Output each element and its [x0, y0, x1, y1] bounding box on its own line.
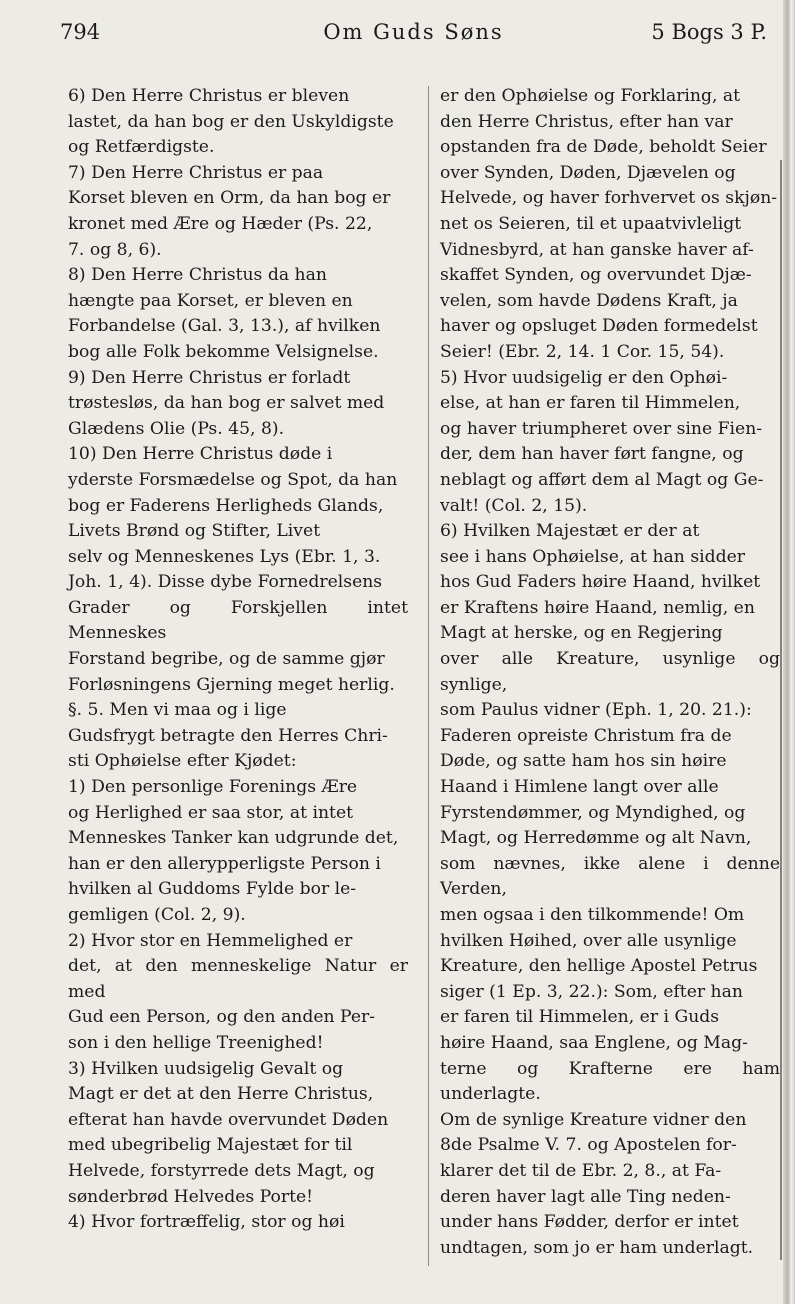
text-line: son i den hellige Treenighed!: [68, 1032, 324, 1053]
text-line: 7) Den Herre Christus er paa: [68, 162, 324, 183]
text-line: §. 5. Men vi maa og i lige: [68, 700, 287, 721]
text-line: trøstesløs, da han bog er salvet med: [68, 393, 385, 414]
text-line: bog alle Folk bekomme Velsignelse.: [68, 341, 379, 362]
text-line: opstanden fra de Døde, beholdt Seier: [440, 137, 767, 158]
text-line: 7. og 8, 6).: [68, 239, 162, 260]
text-line: og Retfærdigste.: [68, 137, 215, 158]
text-line: som nævnes, ikke alene i denne Verden,: [440, 853, 780, 900]
text-line: deren haver lagt alle Ting neden-: [440, 1186, 731, 1207]
text-line: sønderbrød Helvedes Porte!: [68, 1186, 314, 1207]
text-line: der, dem han haver ført fangne, og: [440, 444, 744, 465]
text-line: Gud een Person, og den anden Per-: [68, 1007, 376, 1028]
text-line: neblagt og afført dem al Magt og Ge-: [440, 469, 764, 490]
text-line: under hans Fødder, derfor er intet: [440, 1212, 739, 1233]
text-line: Livets Brønd og Stifter, Livet: [68, 521, 321, 542]
text-line: over Synden, Døden, Djævelen og: [440, 162, 736, 183]
text-line: 4) Hvor fortræffelig, stor og høi: [68, 1212, 345, 1233]
text-line: Menneskes Tanker kan udgrunde det,: [68, 828, 399, 849]
text-line: 3) Hvilken uudsigelig Gevalt og: [68, 1058, 344, 1079]
text-line: Faderen opreiste Christum fra de: [440, 725, 732, 746]
page-number: 794: [60, 20, 101, 44]
text-line: Om de synlige Kreature vidner den: [440, 1109, 747, 1130]
text-line: sti Ophøielse efter Kjødet:: [68, 751, 297, 772]
text-line: bog er Faderens Herligheds Glands,: [68, 495, 384, 516]
text-line: 10) Den Herre Christus døde i: [68, 444, 333, 465]
text-line: Forstand begribe, og de samme gjør: [68, 649, 385, 670]
text-line: 6) Hvilken Majestæt er der at: [440, 521, 700, 542]
text-line: er Kraftens høire Haand, nemlig, en: [440, 597, 755, 618]
text-line: hængte paa Korset, er bleven en: [68, 290, 353, 311]
text-line: else, at han er faren til Himmelen,: [440, 393, 741, 414]
text-line: siger (1 Ep. 3, 22.): Som, efter han: [440, 981, 743, 1002]
text-line: og haver triumpheret over sine Fien-: [440, 418, 763, 439]
chapter-signature: 5 Bogs 3 P.: [651, 20, 767, 44]
text-line: gemligen (Col. 2, 9).: [68, 905, 246, 925]
text-line: haver og opsluget Døden formedelst: [440, 316, 758, 337]
text-line: valt! (Col. 2, 15).: [440, 495, 588, 516]
text-line: hvilken Høihed, over alle usynlige: [440, 930, 737, 951]
text-line: 5) Hvor uudsigelig er den Ophøi-: [440, 367, 728, 388]
text-line: Forbandelse (Gal. 3, 13.), af hvilken: [68, 316, 381, 337]
page-edge-shadow: [780, 160, 782, 1260]
text-line: er den Ophøielse og Forklaring, at: [440, 86, 741, 106]
text-line: yderste Forsmædelse og Spot, da han: [68, 469, 398, 490]
text-line: selv og Menneskenes Lys (Ebr. 1, 3.: [68, 546, 381, 567]
text-line: see i hans Ophøielse, at han sidder: [440, 546, 746, 567]
text-line: 6) Den Herre Christus er bleven: [68, 86, 350, 106]
text-line: Forløsningens Gjerning meget herlig.: [68, 674, 395, 695]
running-title: Om Guds Søns: [323, 20, 504, 44]
text-line: Korset bleven en Orm, da han bog er: [68, 188, 391, 209]
text-line: velen, som havde Dødens Kraft, ja: [440, 290, 738, 311]
text-line: Magt, og Herredømme og alt Navn,: [440, 828, 752, 849]
text-line: Grader og Forskjellen intet Menneskes: [68, 597, 408, 644]
text-line: klarer det til de Ebr. 2, 8., at Fa-: [440, 1160, 722, 1181]
book-spine-edge: [783, 0, 795, 1304]
text-line: og Herlighed er saa stor, at intet: [68, 802, 354, 823]
text-line: lastet, da han bog er den Uskyldigste: [68, 111, 394, 132]
text-line: Glædens Olie (Ps. 45, 8).: [68, 418, 285, 439]
text-line: men ogsaa i den tilkommende! Om: [440, 905, 745, 925]
text-line: undtagen, som jo er ham underlagt.: [440, 1237, 754, 1258]
text-line: Helvede, og haver forhvervet os skjøn-: [440, 188, 778, 209]
text-line: 2) Hvor stor en Hemmelighed er: [68, 930, 353, 951]
text-line: 8) Den Herre Christus da han: [68, 265, 327, 286]
text-line: efterat han havde overvundet Døden: [68, 1109, 389, 1130]
text-line: net os Seieren, til et upaatvivleligt: [440, 213, 742, 234]
text-line: det, at den menneskelige Natur er med: [68, 956, 408, 1002]
text-line: med ubegribelig Majestæt for til: [68, 1135, 353, 1156]
text-line: Magt er det at den Herre Christus,: [68, 1084, 374, 1105]
page-header: [60, 20, 767, 60]
text-line: som Paulus vidner (Eph. 1, 20. 21.):: [440, 700, 752, 721]
left-column: [68, 84, 408, 1236]
text-line: hvilken al Guddoms Fylde bor le-: [68, 879, 357, 900]
text-line: Døde, og satte ham hos sin høire: [440, 751, 727, 772]
text-line: over alle Kreature, usynlige og synlige,: [440, 649, 780, 695]
text-line: hos Gud Faders høire Haand, hvilket: [440, 572, 761, 593]
text-line: den Herre Christus, efter han var: [440, 111, 733, 132]
column-divider: [428, 86, 429, 1266]
text-line: Helvede, forstyrrede dets Magt, og: [68, 1160, 375, 1181]
text-line: Vidnesbyrd, at han ganske haver af-: [440, 239, 754, 260]
text-line: Haand i Himlene langt over alle: [440, 777, 719, 798]
text-line: 9) Den Herre Christus er forladt: [68, 367, 351, 388]
text-line: 8de Psalme V. 7. og Apostelen for-: [440, 1135, 737, 1156]
text-line: Fyrstendømmer, og Myndighed, og: [440, 802, 746, 823]
text-line: kronet med Ære og Hæder (Ps. 22,: [68, 213, 373, 234]
right-column: [440, 84, 780, 1261]
text-line: 1) Den personlige Forenings Ære: [68, 777, 358, 798]
text-line: Gudsfrygt betragte den Herres Chri-: [68, 725, 388, 746]
text-line: er faren til Himmelen, er i Guds: [440, 1007, 720, 1028]
text-line: Seier! (Ebr. 2, 14. 1 Cor. 15, 54).: [440, 341, 725, 362]
text-line: terne og Krafterne ere ham underlagte.: [440, 1058, 780, 1105]
text-line: Joh. 1, 4). Disse dybe Fornedrelsens: [68, 572, 383, 593]
text-line: han er den allerypperligste Person i: [68, 853, 381, 874]
text-line: høire Haand, saa Englene, og Mag-: [440, 1032, 748, 1053]
text-line: Magt at herske, og en Regjering: [440, 623, 723, 644]
text-line: Kreature, den hellige Apostel Petrus: [440, 956, 758, 977]
text-line: skaffet Synden, og overvundet Djæ-: [440, 265, 752, 286]
